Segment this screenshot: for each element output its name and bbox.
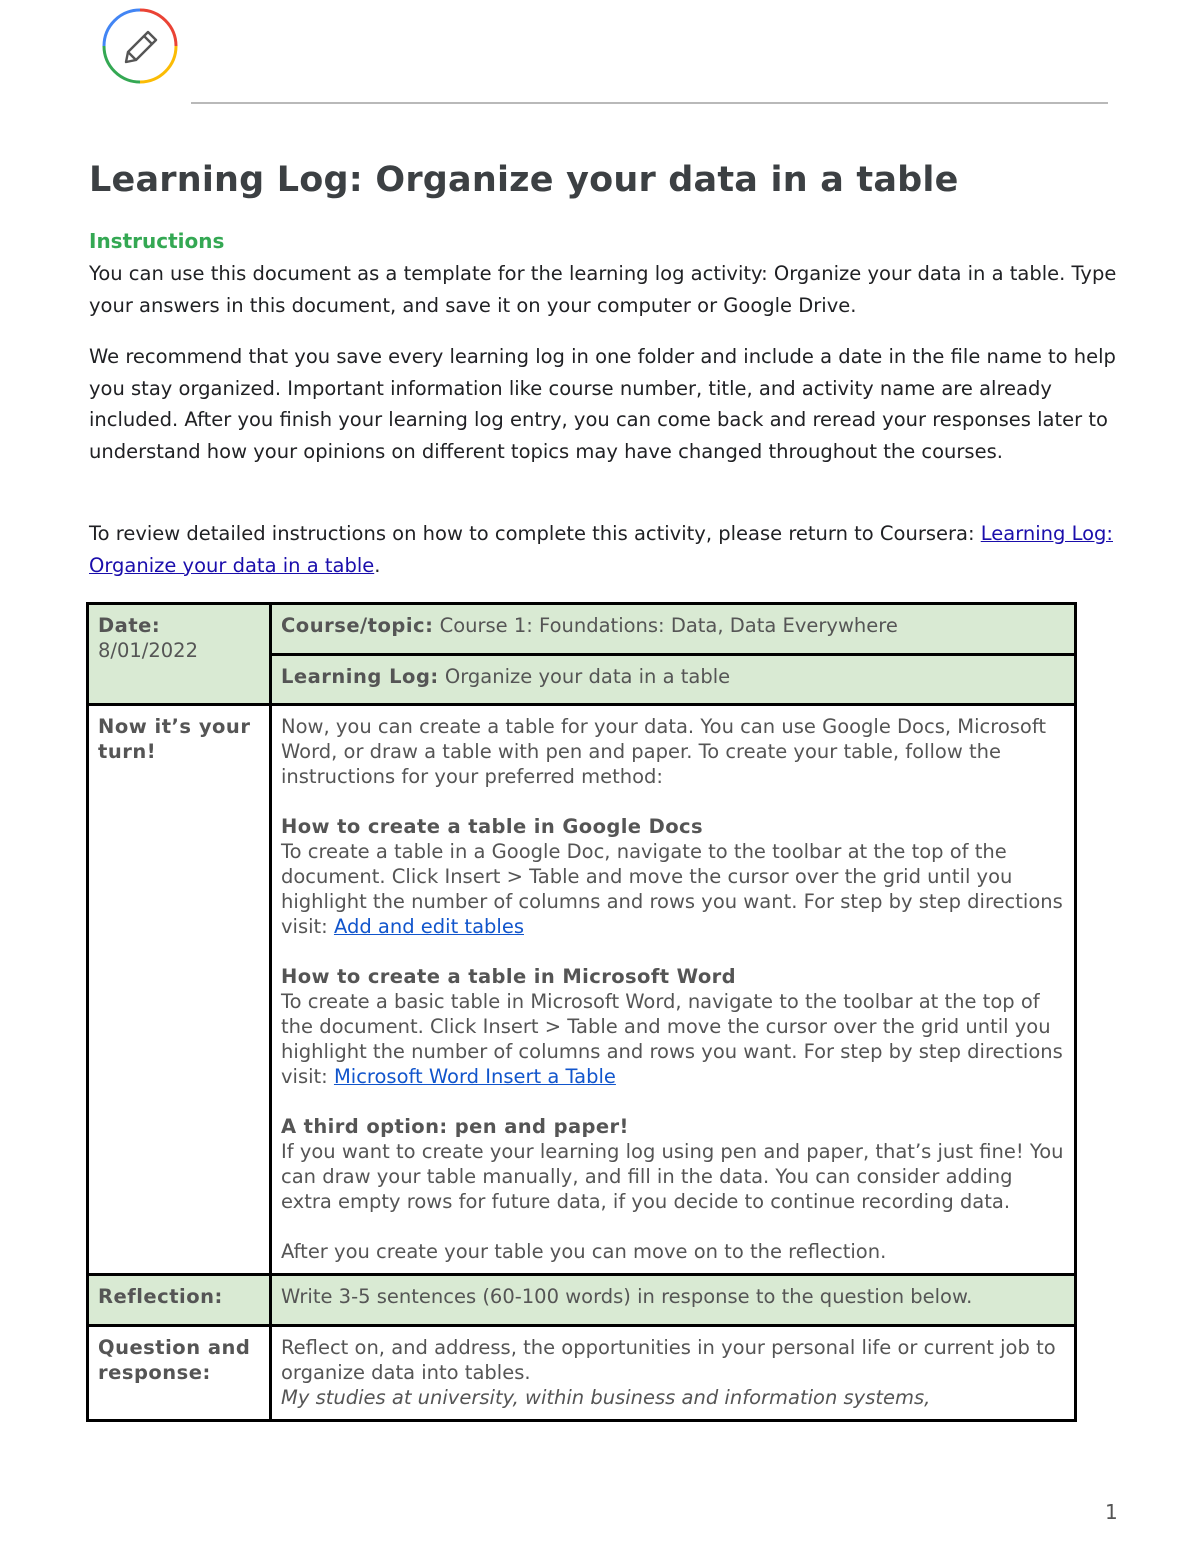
turn-label: Now it’s your turn!: [98, 715, 251, 763]
instructions-heading: Instructions: [89, 229, 225, 253]
question-label-cell: [88, 1326, 271, 1421]
para3-suffix: .: [374, 553, 381, 577]
pen-heading: A third option: pen and paper!: [281, 1115, 629, 1138]
learning-log-label: Learning Log:: [281, 665, 439, 688]
course-cell: [271, 604, 1076, 655]
learning-log-value: Organize your data in a table: [444, 665, 731, 688]
gdocs-heading: How to create a table in Google Docs: [281, 815, 703, 838]
reflection-text: Write 3-5 sentences (60-100 words) in response to the question below.: [281, 1285, 973, 1308]
word-heading: How to create a table in Microsoft Word: [281, 965, 737, 988]
page-title: Learning Log: Organize your data in a table: [89, 160, 959, 200]
response-text[interactable]: My studies at university, within business and information systems,: [281, 1386, 931, 1409]
coursera-activity-link[interactable]: Learning Log: Organize your data in a table: [89, 522, 1113, 577]
instructions-paragraph-1: You can use this document as a template for the learning log activity: Organize your data in a table. Type your answers in this document, and save it on your computer or Google Drive.: [89, 262, 1117, 317]
learning-log-table: [86, 602, 1077, 1422]
reflection-label: Reflection:: [98, 1285, 223, 1308]
date-cell: [88, 604, 271, 705]
question-label: Question and response:: [98, 1336, 251, 1384]
word-text: To create a basic table in Microsoft Word, navigate to the toolbar at the top of the document. Click Insert > Table and move the cursor over the grid until you highlight the number of columns and rows you want. For step by step directions visit:: [281, 990, 1063, 1088]
add-edit-tables-link[interactable]: Add and edit tables: [333, 915, 524, 938]
para3-prefix: To review detailed instructions on how to complete this activity, please return to Coursera:: [89, 522, 981, 545]
course-label: Course/topic:: [281, 614, 434, 637]
question-text: Reflect on, and address, the opportunities in your personal life or current job to organize data into tables.: [281, 1336, 1056, 1384]
date-value: 8/01/2022: [98, 639, 198, 662]
gdocs-text-block: [281, 839, 1065, 939]
pencil-icon: [100, 6, 180, 86]
learning-log-cell: [271, 655, 1076, 705]
turn-label-cell: [88, 705, 271, 1275]
header-divider: [191, 102, 1108, 104]
turn-intro: Now, you can create a table for your data. You can use Google Docs, Microsoft Word, or draw a table with pen and paper. To create your table, follow the instructions for your preferred method:: [281, 715, 1047, 788]
gdocs-text: To create a table in a Google Doc, navigate to the toolbar at the top of the document. Click Insert > Table and move the cursor over the grid until you highlight the number of columns and rows you want. For step by step directions visit:: [281, 840, 1063, 938]
word-text-block: [281, 989, 1065, 1089]
course-value: Course 1: Foundations: Data, Data Everywhere: [439, 614, 898, 637]
instructions-paragraph-2: We recommend that you save every learning log in one folder and include a date in the file name to help you stay organized. Important information like course number, title, and activity name are already included. After you finish your learning log entry, you can come back and reread your responses later to understand how your opinions on different topics may have changed throughout the courses.: [89, 345, 1116, 463]
date-label: Date:: [98, 614, 161, 637]
question-response-cell[interactable]: [271, 1326, 1076, 1421]
instructions-paragraph-3: [89, 518, 1119, 581]
reflection-label-cell: [88, 1275, 271, 1326]
word-insert-table-link[interactable]: Microsoft Word Insert a Table: [333, 1065, 616, 1088]
reflection-text-cell: [271, 1275, 1076, 1326]
page-number: 1: [1105, 1500, 1118, 1524]
pen-text: If you want to create your learning log using pen and paper, that’s just fine! You can draw your table manually, and fill in the data. You can consider adding extra empty rows for future data, if you decide to continue recording data.: [281, 1140, 1064, 1213]
after-text: After you create your table you can move on to the reflection.: [281, 1240, 887, 1263]
turn-content-cell: [271, 705, 1076, 1275]
